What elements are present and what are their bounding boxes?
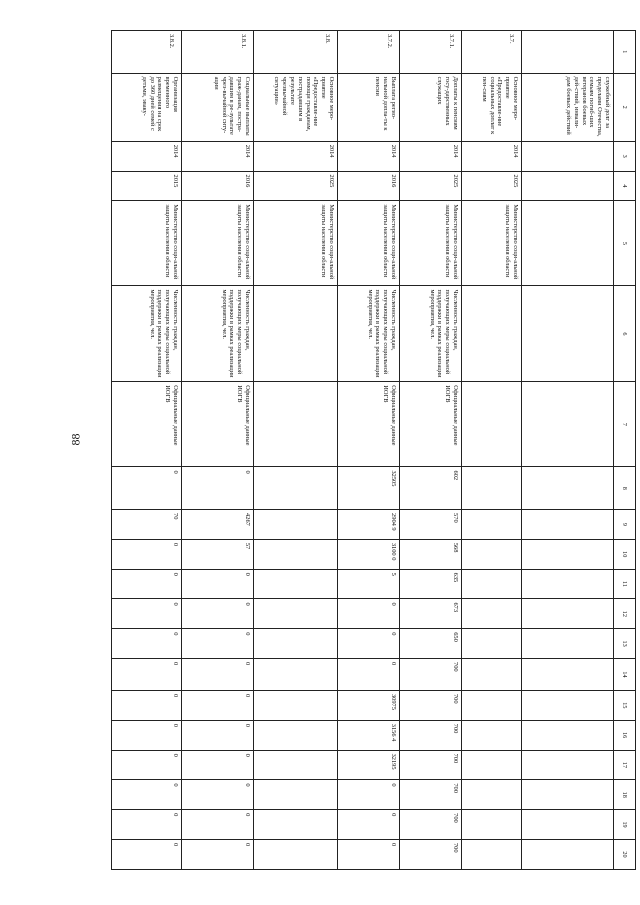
- table-cell: Социальные выплаты граж-данам, постра-давшим в ре-зультате чрез-вычайной ситу-ации: [182, 73, 254, 141]
- table-cell: [254, 780, 338, 810]
- table-cell: Организация временного размещения на срок до 360 дней семей с детьми, эваку-: [112, 73, 182, 141]
- table-cell: [462, 569, 522, 599]
- table-cell: Выплата регио-нальной допла-ты к пенсии: [338, 73, 400, 141]
- table-cell: [254, 382, 338, 467]
- table-cell: [254, 539, 338, 569]
- table-cell: 0: [112, 810, 182, 840]
- table-cell: 0: [112, 750, 182, 780]
- table-cell: [522, 629, 614, 659]
- header-cell: 13: [614, 629, 636, 659]
- table-cell: 2014: [400, 141, 462, 171]
- table-cell: [522, 780, 614, 810]
- table-cell: 0: [338, 599, 400, 629]
- table-cell: 0: [112, 659, 182, 691]
- table-cell: 0: [112, 629, 182, 659]
- table-row: [462, 31, 522, 870]
- table-cell: [462, 750, 522, 780]
- header-cell: 1: [614, 31, 636, 74]
- header-cell: 2: [614, 73, 636, 141]
- table-cell: 0: [182, 690, 254, 720]
- table-cell: 0: [182, 780, 254, 810]
- table-cell: 0: [182, 569, 254, 599]
- table-cell: 57: [182, 539, 254, 569]
- table-cell: 0: [112, 539, 182, 569]
- table-cell: 673: [400, 599, 462, 629]
- table-cell: 0: [182, 750, 254, 780]
- table-row: [112, 31, 182, 870]
- table-cell: 0: [182, 467, 254, 510]
- table-cell: [462, 467, 522, 510]
- table-cell: 0: [182, 720, 254, 750]
- table-cell: 2025: [400, 171, 462, 201]
- table-cell: [462, 810, 522, 840]
- table-cell: 0: [112, 690, 182, 720]
- header-cell: 16: [614, 720, 636, 750]
- header-cell: 12: [614, 599, 636, 629]
- header-cell: 11: [614, 569, 636, 599]
- header-cell: 17: [614, 750, 636, 780]
- table-cell: [522, 510, 614, 540]
- table-cell: [462, 599, 522, 629]
- table-cell: Официальные данные ИОГВ: [182, 382, 254, 467]
- table-cell: [462, 659, 522, 691]
- table-cell: [522, 539, 614, 569]
- header-row: [614, 31, 636, 870]
- table-cell: 700: [400, 750, 462, 780]
- table-cell: [522, 382, 614, 467]
- table-cell: 2904 9: [338, 510, 400, 540]
- table-cell: Основное меро-приятие «Предоставле-ние помощи гражданам, пострадавшим в результате чрезвычайной ситуации»: [254, 73, 338, 141]
- table-cell: 0: [112, 599, 182, 629]
- table-cell: [462, 382, 522, 467]
- table-row: [182, 31, 254, 870]
- table-cell: 700: [400, 720, 462, 750]
- table-cell: [522, 569, 614, 599]
- table-cell: 2014: [112, 141, 182, 171]
- table-cell: 700: [400, 659, 462, 691]
- table-cell: Министерство соци-альной защиты населения области: [400, 201, 462, 286]
- table-cell: 2025: [254, 171, 338, 201]
- header-cell: 4: [614, 171, 636, 201]
- table-cell: Численность граждан, получающих меры социальной поддержки в рамках реализации мероприятия, чел.: [400, 286, 462, 382]
- table-cell: 2025: [462, 171, 522, 201]
- table-cell: 70: [112, 510, 182, 540]
- table-cell: [254, 599, 338, 629]
- table-cell: [522, 839, 614, 869]
- table-cell: [522, 201, 614, 286]
- table-cell: 0: [338, 810, 400, 840]
- table-cell: [254, 510, 338, 540]
- header-cell: 18: [614, 780, 636, 810]
- table-cell: 650: [400, 629, 462, 659]
- table-cell: Министерство соци-альной защиты населения области: [182, 201, 254, 286]
- header-cell: 20: [614, 839, 636, 869]
- table-cell: 700: [400, 690, 462, 720]
- header-cell: 6: [614, 286, 636, 382]
- table-cell: Министерство соци-альной защиты населения области: [254, 201, 338, 286]
- table-row: [400, 31, 462, 870]
- table-cell: [522, 659, 614, 691]
- table-cell: 2014: [338, 141, 400, 171]
- table-cell: 32195: [338, 750, 400, 780]
- table-cell: [462, 539, 522, 569]
- table-cell: 0: [338, 629, 400, 659]
- table-cell: 3.7.: [462, 31, 522, 74]
- table-cell: 0: [182, 599, 254, 629]
- table-cell: 5: [338, 569, 400, 599]
- table-cell: 0: [338, 780, 400, 810]
- table-cell: [522, 141, 614, 171]
- table-row: [522, 31, 614, 870]
- table-cell: 635: [400, 569, 462, 599]
- table-cell: [254, 659, 338, 691]
- table-cell: [254, 750, 338, 780]
- header-cell: 10: [614, 539, 636, 569]
- table-cell: 0: [338, 839, 400, 869]
- table-cell: Официальные данные ИОГВ: [338, 382, 400, 467]
- header-cell: 8: [614, 467, 636, 510]
- table-cell: 0: [112, 569, 182, 599]
- table-cell: [462, 629, 522, 659]
- table-cell: 700: [400, 810, 462, 840]
- header-cell: 5: [614, 201, 636, 286]
- table-cell: [462, 780, 522, 810]
- table-cell: 3.7.1.: [400, 31, 462, 74]
- table-cell: 0: [112, 720, 182, 750]
- header-cell: 7: [614, 382, 636, 467]
- table-cell: [522, 171, 614, 201]
- table-cell: [254, 467, 338, 510]
- table-cell: [522, 750, 614, 780]
- table-cell: [254, 286, 338, 382]
- table-cell: [522, 286, 614, 382]
- table-cell: [462, 690, 522, 720]
- table-cell: 0: [182, 839, 254, 869]
- table-cell: Доплаты к пенсиям госу-дарственных служащих: [400, 73, 462, 141]
- table-cell: [254, 720, 338, 750]
- table-cell: 700: [400, 780, 462, 810]
- table-cell: Министерство соци-альной защиты населения области: [338, 201, 400, 286]
- table-cell: [462, 839, 522, 869]
- table-cell: 2016: [338, 171, 400, 201]
- page-number: 88: [68, 433, 83, 446]
- table-cell: [462, 720, 522, 750]
- table-cell: 2016: [182, 171, 254, 201]
- table-cell: [254, 810, 338, 840]
- table-cell: 2015: [112, 171, 182, 201]
- table-cell: 3.7.2.: [338, 31, 400, 74]
- table-row: [338, 31, 400, 870]
- table-cell: 3156 4: [338, 720, 400, 750]
- table-cell: 3100 0: [338, 539, 400, 569]
- table-cell: 0: [112, 467, 182, 510]
- table-cell: Численность граждан, получающих меры социальной поддержки в рамках реализации мероприятия, чел.: [182, 286, 254, 382]
- header-cell: 15: [614, 690, 636, 720]
- table-cell: Министерство соци-альной защиты населения области: [112, 201, 182, 286]
- table-cell: [522, 690, 614, 720]
- table-cell: [522, 599, 614, 629]
- header-cell: 3: [614, 141, 636, 171]
- table-cell: 2014: [254, 141, 338, 171]
- table-cell: [522, 720, 614, 750]
- table-cell: 0: [182, 659, 254, 691]
- table-cell: 0: [182, 629, 254, 659]
- table-cell: 32505: [338, 467, 400, 510]
- table-cell: [254, 690, 338, 720]
- table-cell: 30975: [338, 690, 400, 720]
- table-cell: Основное меро-приятие «Предоставле-ние социальных доплат к пен-сиям: [462, 73, 522, 141]
- table-cell: 0: [182, 810, 254, 840]
- table-cell: [254, 569, 338, 599]
- table-row: [254, 31, 338, 870]
- table-cell: Численность граждан, получающих меры социальной поддержки в рамках реализации мероприятия, чел.: [338, 286, 400, 382]
- table-cell: [254, 839, 338, 869]
- table-cell: 2014: [182, 141, 254, 171]
- table-cell: Официальные данные ИОГВ: [400, 382, 462, 467]
- header-cell: 9: [614, 510, 636, 540]
- table-cell: 570: [400, 510, 462, 540]
- table-cell: Министерство соци-альной защиты населения области: [462, 201, 522, 286]
- table-cell: 3.8.: [254, 31, 338, 74]
- table-cell: 700: [400, 839, 462, 869]
- table-cell: 0: [112, 839, 182, 869]
- table-cell: [522, 31, 614, 74]
- table-cell: [462, 510, 522, 540]
- program-table: [111, 30, 636, 870]
- table-cell: [522, 467, 614, 510]
- header-cell: 19: [614, 810, 636, 840]
- table-container: [112, 30, 636, 870]
- table-cell: 2014: [462, 141, 522, 171]
- table-cell: Официальные данные ИОГВ: [112, 382, 182, 467]
- table-cell: 4267: [182, 510, 254, 540]
- table-cell: 568: [400, 539, 462, 569]
- table-cell: [462, 286, 522, 382]
- table-cell: 3.8.1.: [182, 31, 254, 74]
- table-cell: 0: [112, 780, 182, 810]
- table-cell: [522, 810, 614, 840]
- table-cell: служебный долг за пределами Отечества, семьям погиб-ших ветеранов боевых дей-ствий, инвали-дам боевых действий: [522, 73, 614, 141]
- table-cell: Численность граждан, получающих меры социальной поддержки в рамках реализации мероприятия, чел.: [112, 286, 182, 382]
- table-cell: 0: [338, 659, 400, 691]
- table-cell: [254, 629, 338, 659]
- header-cell: 14: [614, 659, 636, 691]
- table-cell: 602: [400, 467, 462, 510]
- table-cell: 3.8.2.: [112, 31, 182, 74]
